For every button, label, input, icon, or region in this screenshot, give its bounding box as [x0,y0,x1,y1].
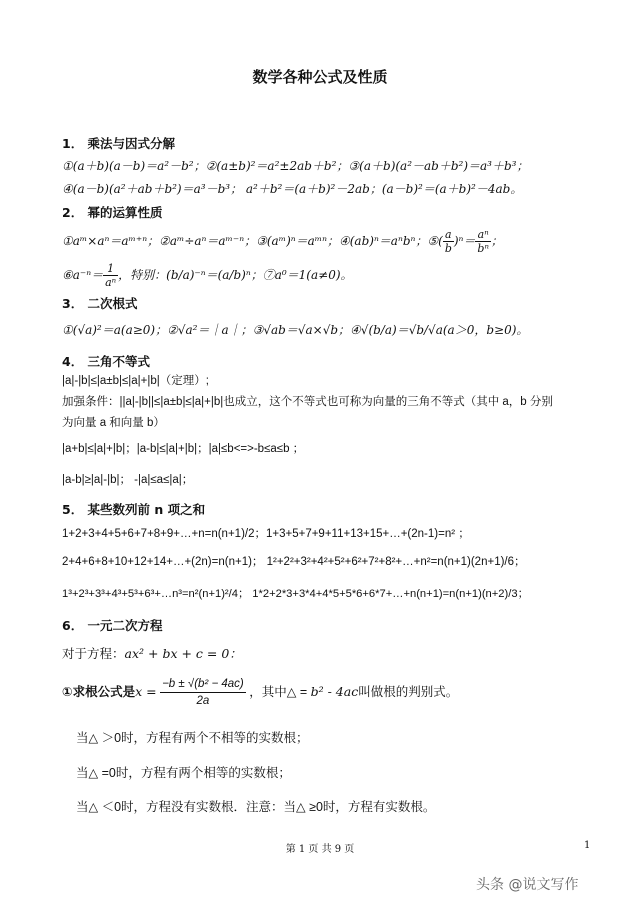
text-line: |a|-|b|≤|a±b|≤|a|+|b|（定理）; [62,375,209,387]
text-line: 1+2+3+4+5+6+7+8+9+…+n=n(n+1)/2；1+3+5+7+9+11+13+15+…+(2n-1)=n² ； [62,528,470,540]
section-heading-2: 2． 幂的运算性质 [62,205,163,220]
formula-line [62,262,353,289]
formula-text: ，其中△ = [249,684,308,699]
text-line: 2+4+6+8+10+12+14+…+(2n)=n(n+1)； 1²+2²+3²+4²+5²+6²+7²+8²+…+n²=n(n+1)(2n+1)/6； [62,556,526,568]
fraction-denominator: bⁿ [477,242,489,255]
fraction-numerator: a [443,228,454,242]
formula-text: ，特别：(b/a)⁻ⁿ＝(a/b)ⁿ；⑦a⁰＝1(a≠0)。 [118,268,353,282]
formula-x: x = [135,683,157,699]
text-line: 当△ =0时，方程有两个相等的实数根； [76,766,291,780]
root-formula-line [62,676,458,709]
fraction [103,262,118,289]
formula-text: ①aᵐ×aⁿ＝aᵐ⁺ⁿ；②aᵐ÷aⁿ＝aᵐ⁻ⁿ；③(aᵐ)ⁿ＝aᵐⁿ；④(ab)ⁿ＝aⁿbⁿ；⑤( [62,234,443,248]
watermark: 头条 @说文写作 [476,877,579,893]
root-formula-label: ①求根公式是 [62,684,136,699]
formula-line: ①(√a)²＝a(a≥0)；②√a²＝｜a｜；③√ab＝√a×√b；④√(b/a)＝√b/√a(a＞0，b≥0)。 [62,323,529,337]
equation-label: 对于方程： [62,647,125,661]
section-heading-1: 1． 乘法与因式分解 [62,136,176,151]
formula-line: ④(a－b)(a²＋ab＋b²)＝a³－b³； a²＋b²＝(a＋b)²－2ab；(a－b)²＝(a＋b)²－4ab。 [62,182,523,196]
fraction [475,228,491,255]
text-line: 加强条件：||a|-|b||≤|a±b|≤|a|+|b|也成立，这个不等式也可称为向量的三角不等式（其中 a，b 分别 [62,396,553,408]
section-heading-6: 6． 一元二次方程 [62,618,163,633]
fraction-denominator: 2a [196,695,210,707]
text-line: |a+b|≤|a|+|b|；|a-b|≤|a|+|b|；|a|≤b<=>-b≤a≤b ； [62,443,305,455]
formula-line [62,228,503,255]
page-number: 1 [584,840,591,851]
formula-text: )ⁿ＝ [453,234,476,248]
fraction-numerator: aⁿ [475,228,491,242]
page-title: 数学各种公式及性质 [252,68,388,86]
text-line: 当△ ＞0时，方程有两个不相等的实数根； [76,731,309,745]
fraction-denominator: aⁿ [105,276,117,289]
text-line: 为向量 a 和向量 b） [62,417,165,429]
section-heading-3: 3． 二次根式 [62,296,138,311]
formula-text: 叫做根的判别式。 [358,684,459,699]
root-fraction [160,676,246,709]
section-heading-5: 5． 某些数列前 n 项之和 [62,502,206,517]
page-footer: 第 1 页 共 9 页 [285,844,355,855]
fraction-denominator: b [444,242,452,255]
text-line: 当△ ＜0时，方程没有实数根．注意：当△ ≥0时，方程有实数根。 [76,800,436,814]
text-line: 1³+2³+3³+4³+5³+6³+…n³=n²(n+1)²/4； 1*2+2*3+3*4+4*5+5*6+6*7+…+n(n+1)=n(n+1)(n+2)/3； [62,588,529,600]
formula-text: ； [490,234,503,248]
text-line: |a-b|≥|a|-|b|； -|a|≤a≤|a|； [62,474,194,486]
formula-text: b² - 4ac [310,683,359,699]
section-heading-4: 4． 三角不等式 [62,354,151,369]
equation: ax² + bx + c = 0： [124,646,242,661]
formula-line: ①(a＋b)(a－b)＝a²－b²；②(a±b)²＝a²±2ab＋b²；③(a＋b)(a²－ab＋b²)＝a³＋b³； [62,159,529,173]
fraction-numerator: −b ± √(b² − 4ac) [160,676,246,693]
fraction-numerator: 1 [103,262,118,276]
fraction [443,228,454,255]
formula-text: ⑥a⁻ⁿ＝ [62,268,104,282]
equation-line [62,644,242,662]
